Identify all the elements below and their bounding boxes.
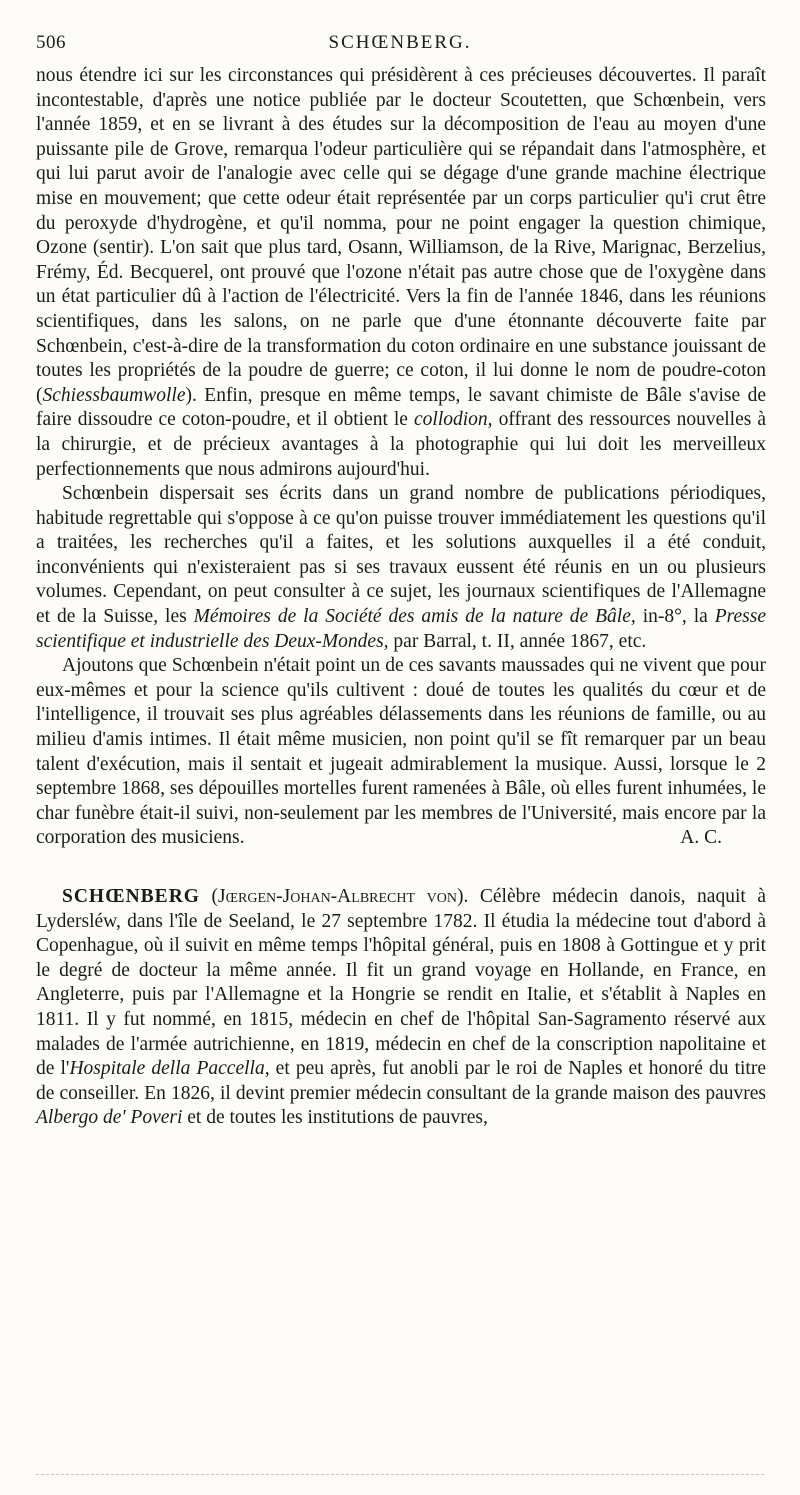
text-run: ). Enfin, presque en même temps, le savant chimiste de Bâle s'avise de faire dissoudre ce coton-poudre, et il obtient le bbox=[36, 384, 766, 431]
paragraph-character bbox=[36, 654, 766, 851]
text-run: et de toutes les institutions de pauvres, bbox=[182, 1107, 488, 1129]
text-run: nous étendre ici sur les circonstances qui présidèrent à ces précieuses découvertes. Il paraît incontestable, d'après une notice publiée par le docteur Scoutetten, que Schœnbein, vers l'année 1859, et en se livrant à des études sur la décomposition de l'eau au moyen d'une puissante pile de Grove, remarqua l'odeur particulière qui se répandait dans l'atmosphère, et qui lui parut avoir de l'analogie avec celle qui se dégage d'une grande machine électrique mise en mouvement; que cette odeur était représentée par un corps particulier qu'i crut être du peroxyde d'hydrogène, et qu'il nomma, pour ne point engager la question chimique, Ozone (sentir). L'on sait que plus tard, Osann, Williamson, de la Rive, Marignac, Berzelius, Frémy, Éd. Becquerel, ont prouvé que l'ozone n'était pas autre chose que de l'oxygène dans un état particulier dû à l'action de l'électricité. Vers la fin de l'année 1846, dans les réunions scientifiques, dans les salons, on ne parle que d'une étonnante découverte faite par Schœnbein, c'est-à-dire de la transformation du coton ordinaire en une substance jouissant de toutes les propriétés de la poudre de guerre; ce coton, il lui donne le nom de poudre-coton ( bbox=[36, 65, 766, 406]
italic-term: Hospitale della Paccella, bbox=[69, 1058, 270, 1080]
paragraph-ozone-discovery bbox=[36, 64, 766, 482]
paragraph-schoenberg-entry bbox=[36, 885, 766, 1131]
italic-term: Albergo de' Poveri bbox=[36, 1107, 183, 1129]
text-run: Schœnbein dispersait ses écrits dans un grand nombre de publications périodiques, habitude regrettable qui s'oppose à ce qu'on puisse trouver immédiatement les questions qu'il a traitées, les recherches qu'il a faites, et les solutions auxquelles il a été conduit, inconvénients qui n'existeraient pas si ses travaux eussent été réunis en un ou plusieurs volumes. Cependant, on peut consulter à ce sujet, les journaux scientifiques de l'Allemagne et de la Suisse, les bbox=[36, 483, 766, 628]
running-title: SCHŒNBERG. bbox=[328, 32, 472, 53]
text-run: et peu après, fut anobli par le roi de Naples et honoré du titre de conseiller. En 1826, il devint premier médecin consultant de la grande maison des pauvres bbox=[36, 1058, 766, 1104]
page-number: 506 bbox=[36, 32, 66, 53]
author-signature: A. C. bbox=[680, 827, 722, 849]
paragraph-publications bbox=[36, 482, 766, 654]
italic-title: Mémoires de la Société des amis de la nature de Bâle, bbox=[193, 606, 636, 628]
text-run: ( bbox=[199, 886, 219, 907]
italic-term: Schiessbaumwolle bbox=[42, 384, 186, 406]
italic-title: Presse scientifique et industrielle des Deux-Mondes, bbox=[36, 606, 766, 652]
entry-separator bbox=[36, 851, 766, 885]
bottom-rule bbox=[36, 1474, 764, 1475]
text-run: in-8°, la bbox=[635, 606, 715, 628]
page-header bbox=[36, 32, 764, 58]
text-run: ). Célèbre médecin danois, naquit à Lydersléw, dans l'île de Seeland, le 27 septembre 1782. Il étudia la médecine tout d'abord à Copenhague, où il suivit en même temps l'hôpital général, puis en 1808 à Gottingue et y prit le degré de docteur la même année. Il fit un grand voyage en Hollande, en France, en Angleterre, puis par l'Allemagne et la Hongrie se rendit en Italie, et s'établit à Naples en 1811. Il y fut nommé, en 1815, médecin en chef de l'hôpital San-Sagramento réservé aux malades de l'armée autrichienne, en 1819, médecin en chef de la conscription napolitaine et de l' bbox=[36, 886, 767, 1080]
italic-term: collodion, bbox=[414, 409, 493, 431]
page-body bbox=[36, 64, 766, 1131]
text-run: Ajoutons que Schœnbein n'était point un de ces savants maussades qui ne vivent que pour eux-mêmes et pour la science qu'ils cultivent : doué de toutes les qualités du cœur et de l'intelligence, il trouvait ses plus agréables délassements dans les réunions de famille, ou au milieu d'amis intimes. Il était même musicien, non point qu'il se fît remarquer par un beau talent d'exécution, mais il sentait et jugeait admirablement la musique. Aussi, lorsque le 2 septembre 1868, ses dépouilles mortelles furent ramenées à Bâle, où elles furent inhumées, le char funèbre était-il suivi, non-seulement par les membres de l'Université, mais encore par la corporation des musiciens. bbox=[36, 655, 766, 849]
entry-given-names: Jœrgen-Johan-Albrecht von bbox=[218, 886, 457, 907]
text-run: offrant des ressources nouvelles à la chirurgie, et de précieux avantages à la photographie qui lui doit les merveilleux perfectionnements que nous admirons aujourd'hui. bbox=[36, 409, 766, 480]
text-run: par Barral, t. II, année 1867, etc. bbox=[388, 630, 647, 652]
entry-headword: SCHŒNBERG bbox=[62, 886, 200, 907]
